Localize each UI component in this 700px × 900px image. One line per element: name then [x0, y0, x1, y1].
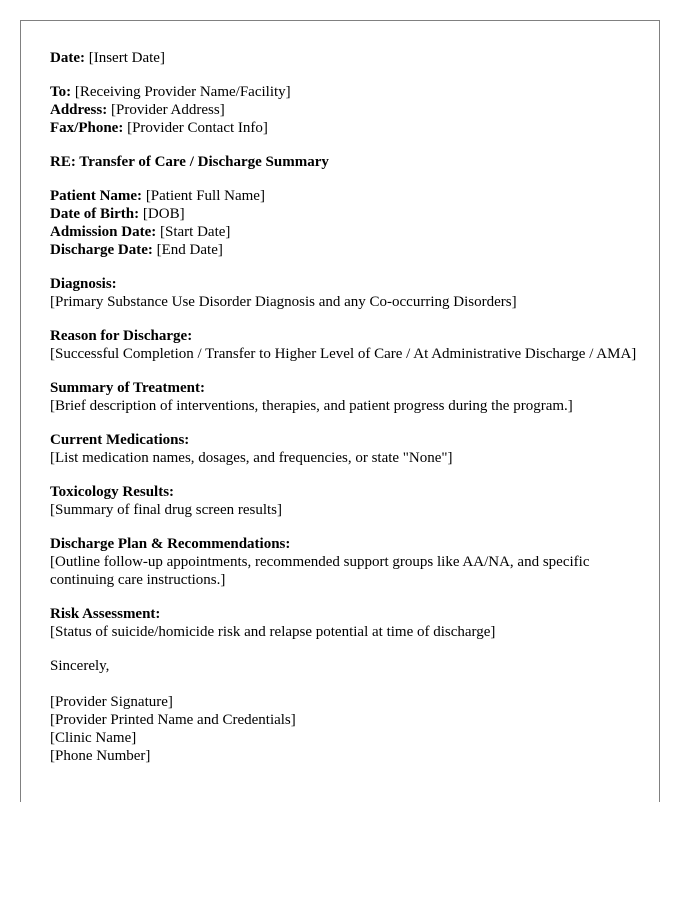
fax-label: Fax/Phone: [50, 120, 124, 136]
signature-block [50, 693, 640, 765]
address-line [50, 101, 640, 119]
closing-block [50, 657, 640, 675]
address-value: [Provider Address] [110, 102, 225, 118]
treatment-heading: Summary of Treatment: [50, 380, 205, 396]
toxicology-section [50, 483, 640, 519]
subject-line: RE: Transfer of Care / Discharge Summary [50, 154, 329, 170]
patient-name-value: [Patient Full Name] [145, 188, 265, 204]
address-label: Address: [50, 102, 108, 118]
diagnosis-section [50, 275, 640, 311]
admission-value: [Start Date] [160, 224, 231, 240]
fax-value: [Provider Contact Info] [127, 120, 268, 136]
date-block [50, 49, 640, 67]
clinic-name-line: [Clinic Name] [50, 730, 137, 746]
patient-name-label: Patient Name: [50, 188, 143, 204]
to-line [50, 83, 640, 101]
dob-line [50, 205, 640, 223]
admission-line [50, 223, 640, 241]
medications-text: [List medication names, dosages, and frequencies, or state "None"] [50, 450, 453, 466]
patient-name-line [50, 187, 640, 205]
toxicology-heading: Toxicology Results: [50, 484, 175, 500]
reason-heading: Reason for Discharge: [50, 328, 193, 344]
plan-text: [Outline follow-up appointments, recommended support groups like AA/NA, and specific continuing care instructions.] [50, 554, 590, 588]
patient-block [50, 187, 640, 259]
medications-heading: Current Medications: [50, 432, 190, 448]
diagnosis-text: [Primary Substance Use Disorder Diagnosis and any Co-occurring Disorders] [50, 294, 517, 310]
toxicology-text: [Summary of final drug screen results] [50, 502, 283, 518]
printed-name-line: [Provider Printed Name and Credentials] [50, 712, 296, 728]
plan-heading: Discharge Plan & Recommendations: [50, 536, 291, 552]
recipient-block [50, 83, 640, 137]
discharge-line [50, 241, 640, 259]
treatment-text: [Brief description of interventions, therapies, and patient progress during the program.] [50, 398, 573, 414]
treatment-section [50, 379, 640, 415]
date-value: [Insert Date] [88, 50, 165, 66]
date-label: Date: [50, 50, 85, 66]
phone-number-line: [Phone Number] [50, 748, 151, 764]
letter-body [50, 49, 640, 781]
risk-section [50, 605, 640, 641]
document-page [20, 20, 660, 802]
reason-section [50, 327, 640, 363]
discharge-label: Discharge Date: [50, 242, 153, 258]
signature-line: [Provider Signature] [50, 694, 173, 710]
fax-line [50, 119, 640, 137]
closing-text: Sincerely, [50, 658, 110, 674]
subject-block [50, 153, 640, 171]
risk-heading: Risk Assessment: [50, 606, 161, 622]
admission-label: Admission Date: [50, 224, 157, 240]
dob-label: Date of Birth: [50, 206, 140, 222]
discharge-value: [End Date] [156, 242, 223, 258]
to-value: [Receiving Provider Name/Facility] [74, 84, 291, 100]
to-label: To: [50, 84, 72, 100]
plan-section [50, 535, 640, 589]
medications-section [50, 431, 640, 467]
dob-value: [DOB] [142, 206, 185, 222]
date-line [50, 49, 640, 67]
risk-text: [Status of suicide/homicide risk and relapse potential at time of discharge] [50, 624, 496, 640]
reason-text: [Successful Completion / Transfer to Higher Level of Care / At Administrative Discharge / AMA] [50, 346, 637, 362]
diagnosis-heading: Diagnosis: [50, 276, 117, 292]
